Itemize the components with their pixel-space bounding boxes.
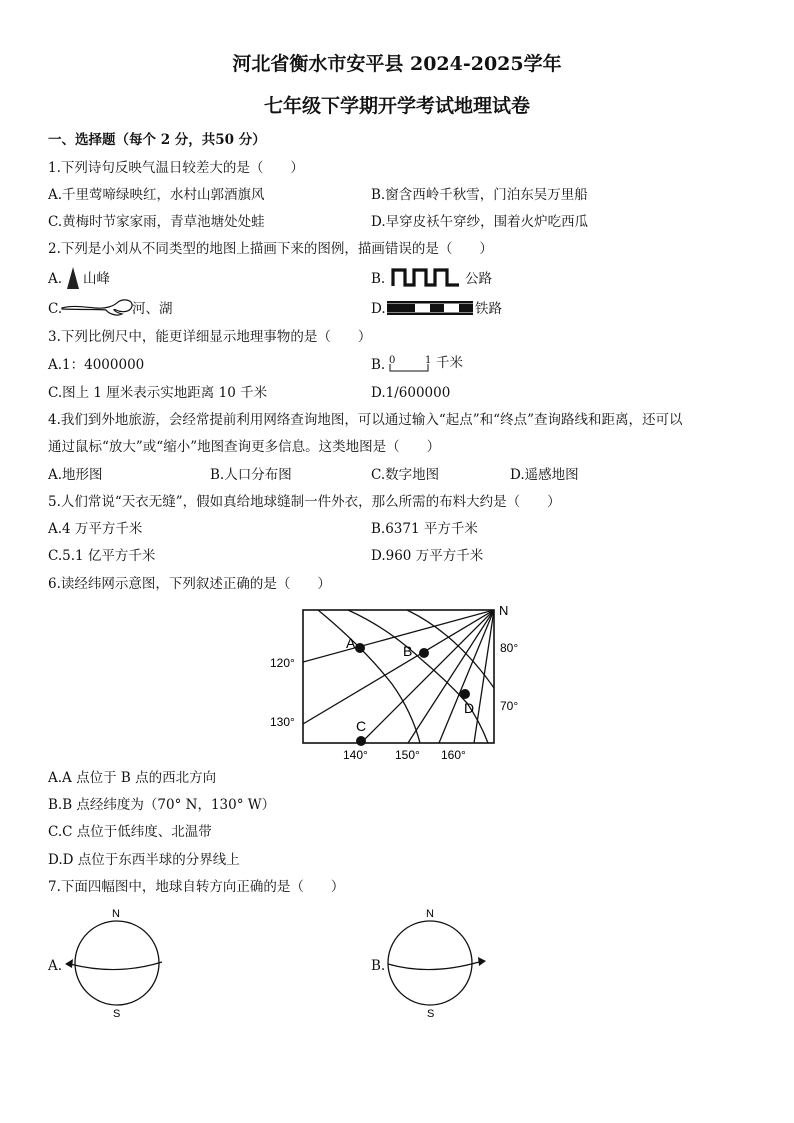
river-lake-symbol-icon (62, 296, 134, 318)
lon-label-140: 140° (343, 748, 368, 762)
q2-stem: 2.下列是小刘从不同类型的地图上描画下来的图例，描画错误的是（ ） (48, 241, 493, 257)
q4-stem-line1: 4.我们到外地旅游，会经常提前利用网络查询地图，可以通过输入“起点”和“终点”查询路线和距离，还可以 (48, 412, 683, 428)
q4-stem-line2: 通过鼠标“放大”或“缩小”地图查询更多信息。这类地图是（ ） (48, 439, 441, 455)
railway-symbol-icon (387, 301, 473, 315)
rotation-arrow-right-icon (478, 957, 486, 966)
q3-option-d: D.1/600000 (371, 385, 451, 401)
q2-option-b-letter: B. (371, 271, 386, 287)
q1-option-c: C.黄梅时节家家雨，青草池塘处处蛙 (48, 214, 265, 230)
point-b-label: B (403, 643, 413, 659)
q1-option-d: D.早穿皮袄午穿纱，围着火炉吃西瓜 (371, 214, 589, 230)
globe-b-diagram (375, 904, 491, 1022)
lon-label-150: 150° (395, 748, 420, 762)
scale-bar-line (389, 364, 431, 372)
globe-a-south-label: S (113, 1008, 121, 1020)
point-c-label: C (356, 718, 367, 734)
q6-option-d: D.D 点位于东西半球的分界线上 (48, 852, 240, 868)
q2-option-c-letter: C. (48, 301, 63, 317)
q7-option-b-letter: B. (371, 958, 386, 974)
q1-option-a: A.千里莺啼绿映红，水村山郭酒旗风 (48, 187, 265, 203)
lat-label-80: 80° (500, 641, 519, 655)
globe-a-north-label: N (112, 908, 120, 920)
q6-stem: 6.读经纬网示意图，下列叙述正确的是（ ） (48, 576, 331, 592)
q4-option-c: C.数字地图 (371, 467, 440, 483)
q2-option-a-letter: A. (48, 271, 63, 287)
q2-option-b-label: 公路 (465, 271, 492, 287)
graticule-diagram (262, 598, 534, 766)
point-a-marker (355, 643, 365, 653)
lat-label-70: 70° (500, 699, 519, 713)
q6-option-b: B.B 点经纬度为（70° N，130° W） (48, 797, 276, 813)
globe-b-south-label: S (427, 1008, 435, 1020)
q2-option-d-letter: D. (371, 301, 386, 317)
point-b-marker (419, 648, 429, 658)
scale-bar-zero: 0 (389, 355, 396, 366)
q5-stem: 5.人们常说“天衣无缝”，假如真给地球缝制一件外衣，那么所需的布料大约是（ ） (48, 494, 561, 510)
q1-stem: 1.下列诗句反映气温日较差大的是（ ） (48, 160, 304, 176)
q4-option-d: D.遥感地图 (510, 467, 579, 483)
q1-option-b: B.窗含西岭千秋雪，门泊东吴万里船 (371, 187, 588, 203)
scale-bar-unit: 千米 (436, 355, 463, 371)
q5-option-d: D.960 万平方千米 (371, 548, 484, 564)
q2-option-a-label: 山峰 (83, 271, 110, 287)
q3-stem: 3.下列比例尺中，能更详细显示地理事物的是（ ） (48, 329, 372, 345)
q6-option-a: A.A 点位于 B 点的西北方向 (48, 770, 217, 786)
q3-option-a: A.1：4000000 (48, 357, 145, 373)
q5-option-a: A.4 万平方千米 (48, 521, 143, 537)
point-d-label: D (464, 700, 475, 716)
exam-title-line1: 河北省衡水市安平县 2024-2025学年 (232, 53, 562, 75)
point-d-marker (460, 689, 470, 699)
q4-option-a: A.地形图 (48, 467, 103, 483)
lon-label-120: 120° (270, 656, 295, 670)
lon-label-130: 130° (270, 715, 295, 729)
q4-option-b: B.人口分布图 (210, 467, 292, 483)
scale-bar-one: 1 (425, 355, 432, 366)
q7-option-a-letter: A. (48, 958, 63, 974)
section-heading: 一、选择题（每个 2 分，共50 分） (48, 132, 266, 148)
q3-option-b-letter: B. (371, 357, 386, 373)
q3-option-c: C.图上 1 厘米表示实地距离 10 千米 (48, 385, 268, 401)
q2-option-d-label: 铁路 (475, 301, 502, 317)
q6-option-c: C.C 点位于低纬度、北温带 (48, 824, 212, 840)
road-symbol-icon (392, 266, 462, 288)
globe-a-diagram (60, 904, 172, 1022)
north-label: N (499, 603, 509, 618)
globe-b-north-label: N (426, 908, 434, 920)
point-c-marker (356, 736, 366, 746)
q5-option-c: C.5.1 亿平方千米 (48, 548, 156, 564)
point-a-label: A (346, 635, 356, 651)
lon-label-160: 160° (441, 748, 466, 762)
mountain-peak-icon (66, 266, 80, 290)
q5-option-b: B.6371 平方千米 (371, 521, 478, 537)
q2-option-c-label: 河、湖 (132, 301, 173, 317)
q7-stem: 7.下面四幅图中，地球自转方向正确的是（ ） (48, 879, 345, 895)
rotation-arrow-left-icon (65, 959, 73, 968)
exam-title-line2: 七年级下学期开学考试地理试卷 (263, 95, 530, 117)
